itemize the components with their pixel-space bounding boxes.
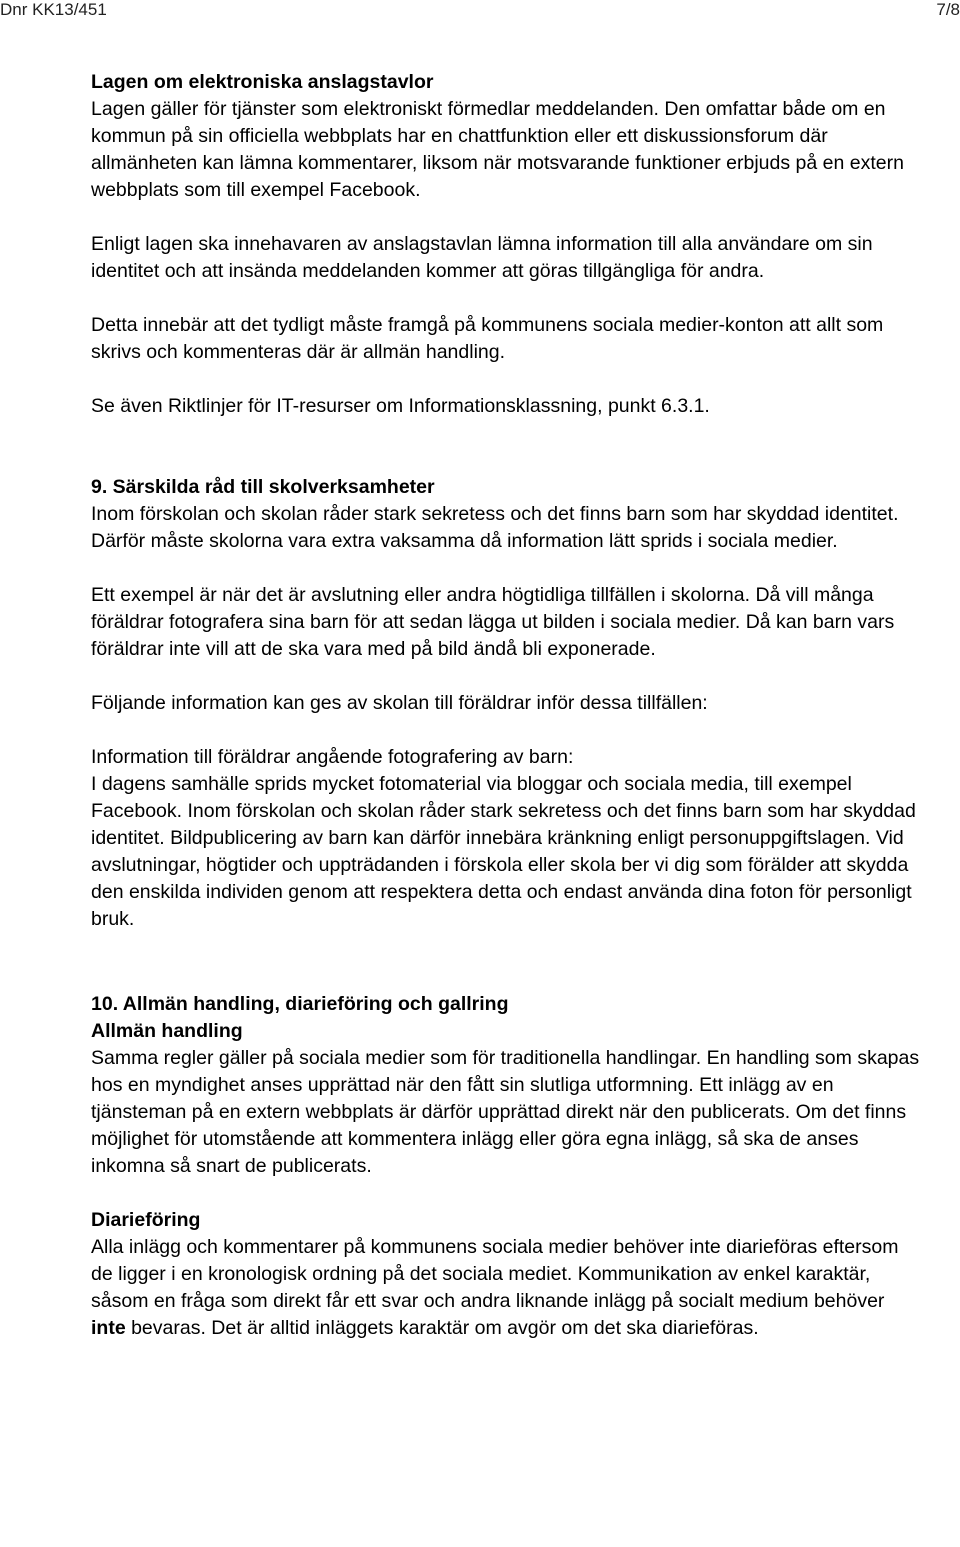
paragraph-title: Information till föräldrar angående fotografering av barn:: [91, 746, 574, 768]
paragraph: Följande information kan ges av skolan till föräldrar inför dessa tillfällen:: [91, 692, 708, 714]
paragraph: I dagens samhälle sprids mycket fotomaterial via bloggar och sociala media, till exempel Facebook. Inom förskolan och skolan råder stark sekretess och det finns barn som har skyddad identitet. Bildpublicering av barn kan därför innebära kränkning enligt personuppgiftslagen. Vid avslutningar, högtider och uppträdanden i förskola eller skola ber vi dig som förälder att skydda den enskilda individen genom att respektera detta och endast använda dina foton för personligt bruk.: [91, 773, 916, 930]
paragraph: Detta innebär att det tydligt måste framgå på kommunens sociala medier-konton att allt som skrivs och kommenteras där är allmän handling.: [91, 314, 884, 363]
text-run: bevaras. Det är alltid inläggets karaktär om avgör om det ska diarieföras.: [125, 1317, 759, 1339]
document-number: Dnr KK13/451: [0, 0, 107, 19]
section-heading-9: 9. Särskilda råd till skolverksamheter: [91, 476, 435, 498]
paragraph: [91, 1234, 921, 1342]
paragraph: Inom förskolan och skolan råder stark sekretess och det finns barn som har skyddad identitet. Därför måste skolorna vara extra vaksamma då information lätt sprids i sociala medier.: [91, 503, 899, 552]
paragraph: Samma regler gäller på sociala medier som för traditionella handlingar. En handling som skapas hos en myndighet anses upprättad när den fått sin slutliga utformning. Ett inlägg av en tjänsteman på en extern webbplats är därför upprättad direkt när den publicerats. Om det finns möjlighet för utomstående att kommentera inlägg eller göra egna inlägg, så ska de anses inkomna så snart de publicerats.: [91, 1047, 920, 1177]
paragraph: Enligt lagen ska innehavaren av anslagstavlan lämna information till alla användare om sin identitet och att insända meddelanden kommer att göras tillgängliga för andra.: [91, 233, 873, 282]
paragraph: Lagen gäller för tjänster som elektroniskt förmedlar meddelanden. Den omfattar både om en kommun på sin officiella webbplats har en chattfunktion eller ett diskussionsforum där allmänheten kan lämna kommentarer, liksom när motsvarande funktioner erbjuds på en extern webbplats som till exempel Facebook.: [91, 98, 904, 201]
emphasis-text: inte: [91, 1317, 126, 1339]
section-heading-anslagstavlor: Lagen om elektroniska anslagstavlor: [91, 71, 434, 93]
subheading-diareforing: Diarieföring: [91, 1209, 201, 1231]
subheading-allman-handling: Allmän handling: [91, 1020, 243, 1042]
text-run: Alla inlägg och kommentarer på kommunens sociala medier behöver inte diarieföras eftersom de ligger i en kronologisk ordning på det sociala mediet. Kommunikation av enkel karaktär, såsom en fråga som direkt får ett svar och andra liknande inlägg på socialt medium behöver: [91, 1236, 899, 1312]
document-body: [91, 69, 921, 1342]
page-number: 7/8: [936, 0, 960, 19]
paragraph: Ett exempel är när det är avslutning eller andra högtidliga tillfällen i skolorna. Då vill många föräldrar fotografera sina barn för att sedan lägga ut bilden i sociala medier. Då kan barn vars föräldrar inte vill att de ska vara med på bild ändå bli exponerade.: [91, 584, 895, 660]
section-heading-10: 10. Allmän handling, diarieföring och gallring: [91, 993, 509, 1015]
paragraph: Se även Riktlinjer för IT-resurser om Informationsklassning, punkt 6.3.1.: [91, 395, 710, 417]
